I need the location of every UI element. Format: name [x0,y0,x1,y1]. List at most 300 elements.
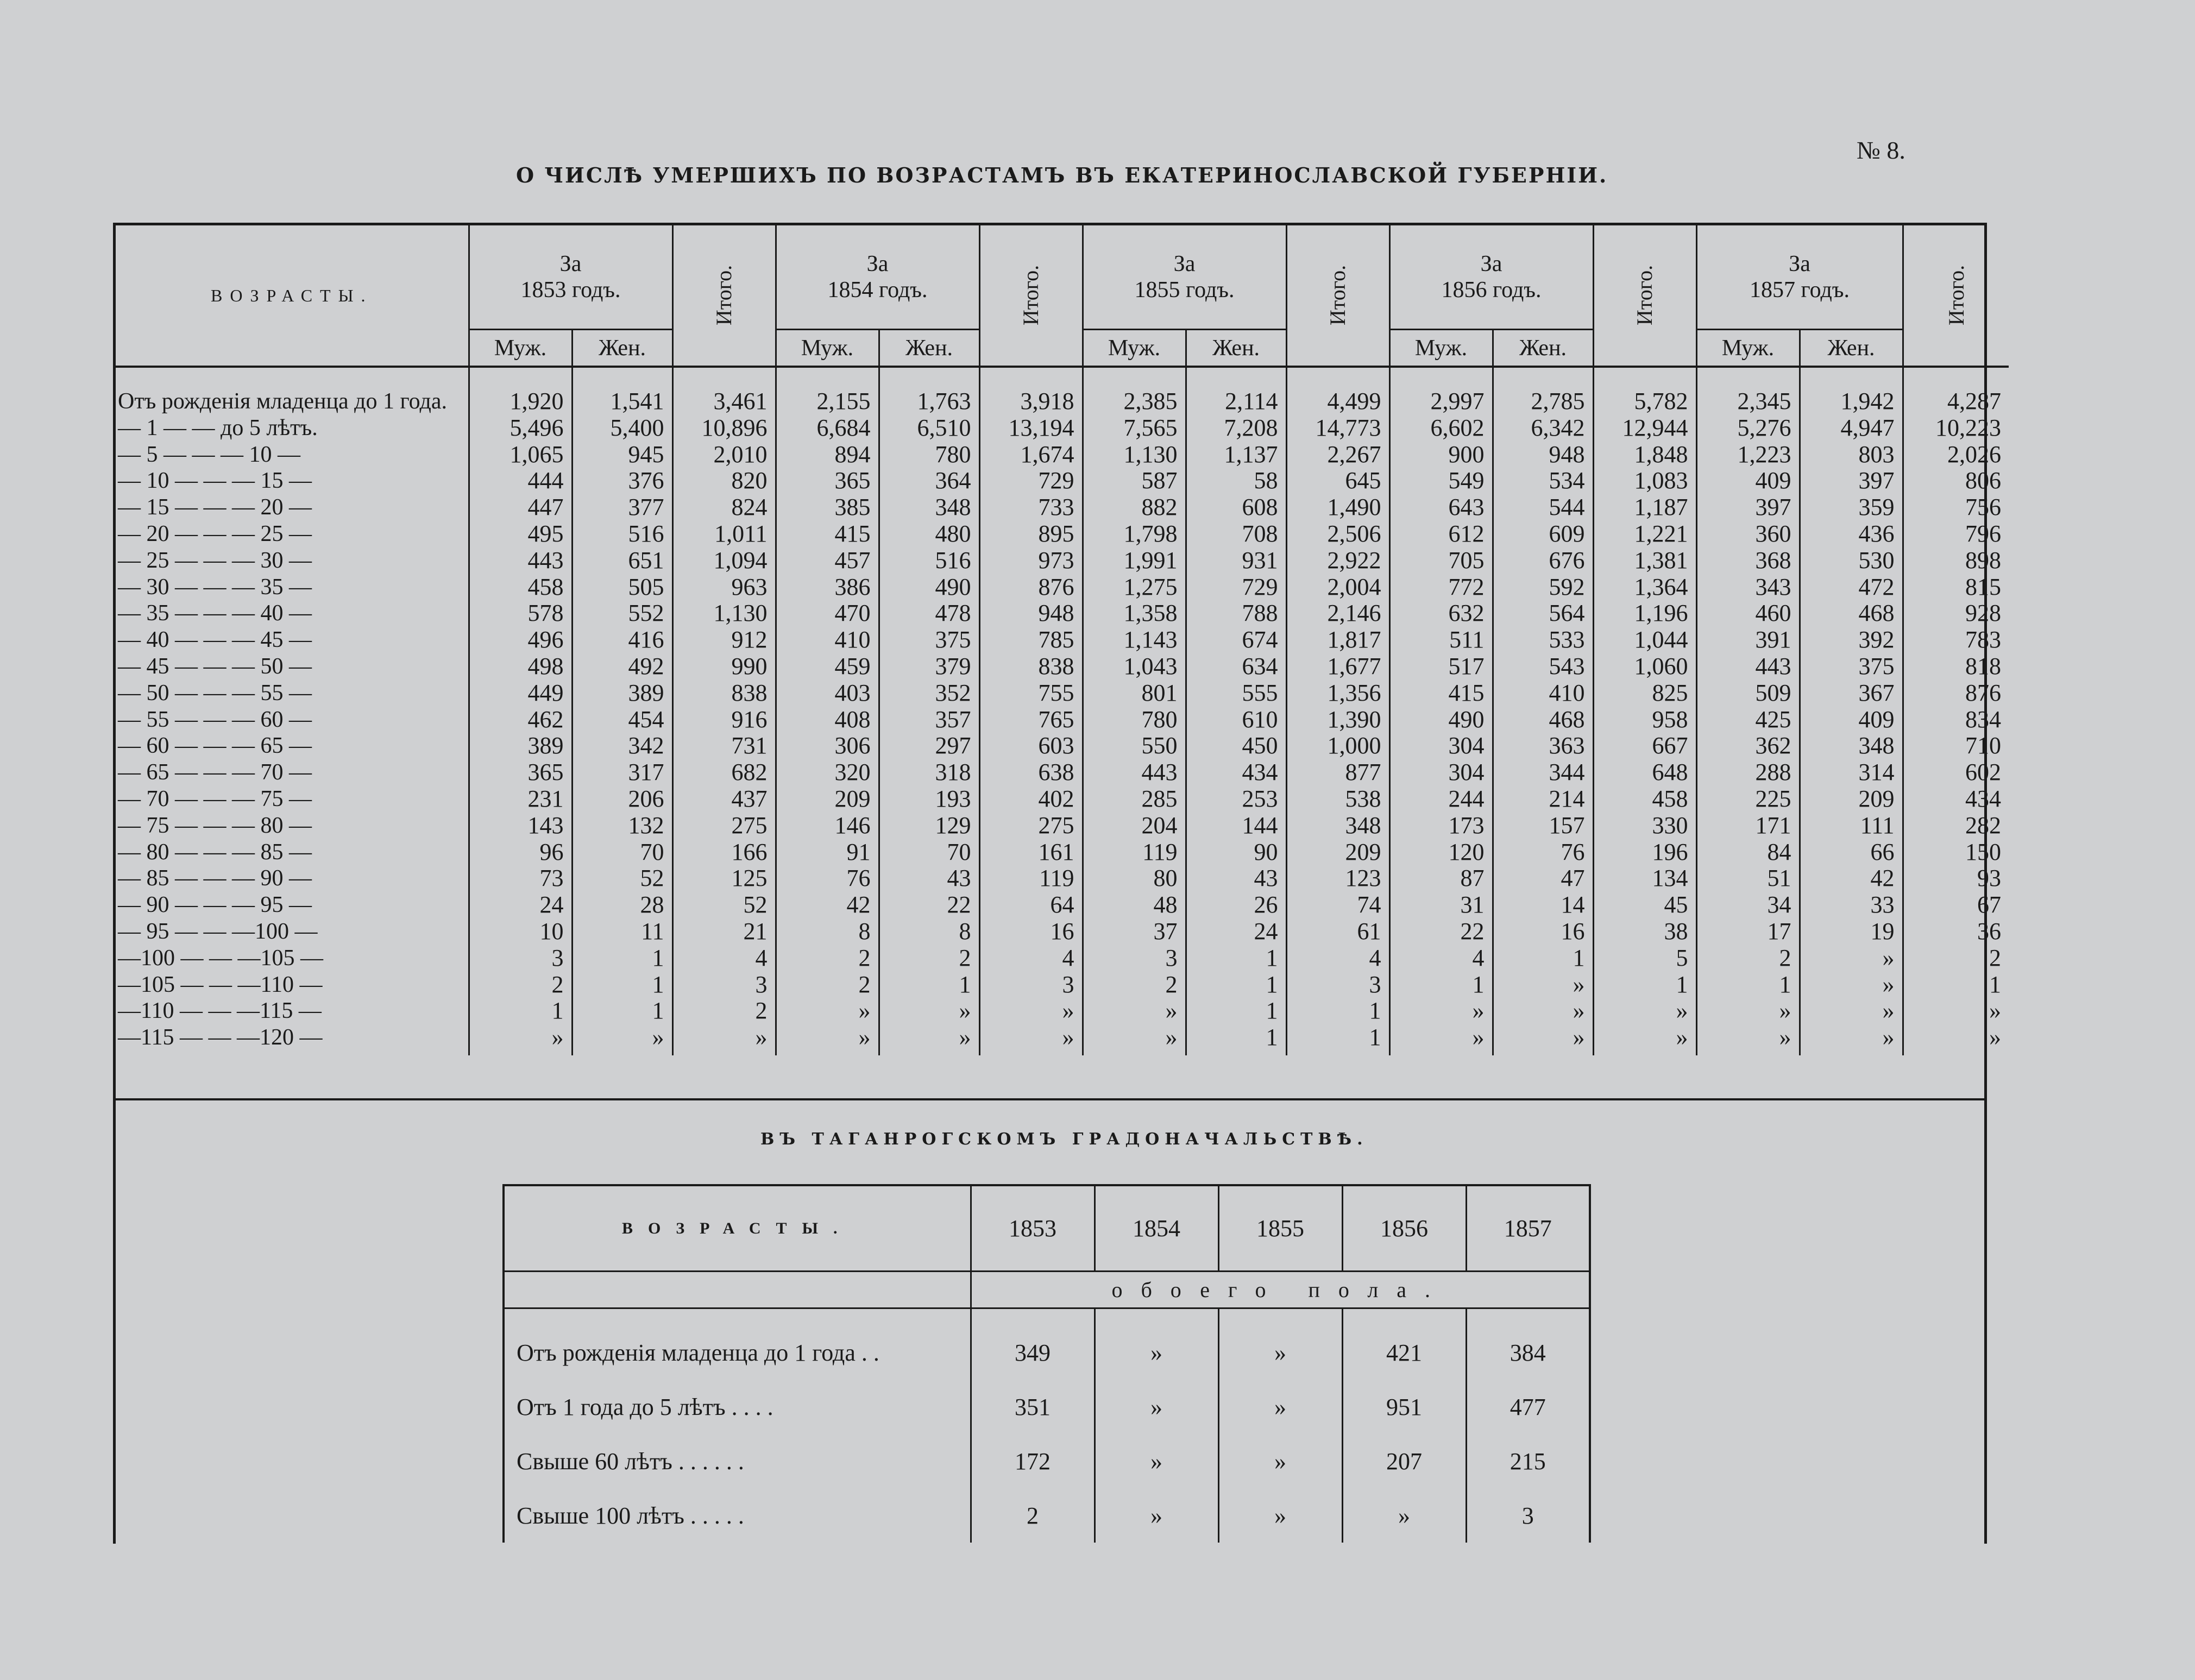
year-value-cell: 2 [971,1488,1095,1543]
female-value-cell: 6,510 [879,415,979,442]
female-value-cell: 543 [1493,653,1593,680]
total-value-cell: 74 [1286,892,1389,918]
total-value-cell: 825 [1593,680,1696,707]
total-value-cell: 645 [1286,468,1389,494]
female-value-cell: 348 [879,494,979,521]
female-value-cell: 2,114 [1186,367,1286,415]
table-row [504,1488,1590,1543]
male-value-cell: 509 [1696,680,1800,707]
taganrog-table-body [504,1272,1590,1543]
mortality-table [116,225,2009,1055]
table-row [116,918,2009,945]
total-value-cell: 765 [979,707,1083,733]
table-row [116,521,2009,548]
female-value-cell: 1 [1493,945,1593,972]
table-row [116,733,2009,759]
male-value-cell: 1,798 [1083,521,1186,548]
male-value-cell: 462 [469,707,572,733]
total-header [979,225,1083,367]
year-value-cell: 207 [1342,1434,1466,1488]
male-value-cell: 587 [1083,468,1186,494]
female-value-cell: » [879,1024,979,1055]
female-value-cell: 480 [879,521,979,548]
male-value-cell: 391 [1696,627,1800,653]
male-value-cell: 498 [469,653,572,680]
male-value-cell: 517 [1389,653,1493,680]
male-value-cell: 900 [1389,442,1493,468]
male-value-cell: 204 [1083,813,1186,839]
male-value-cell: 447 [469,494,572,521]
female-value-cell: 803 [1800,442,1903,468]
male-value-cell: 1,143 [1083,627,1186,653]
year-header-1856: За 1856 годъ. [1389,225,1593,330]
total-value-cell: 1 [1286,1024,1389,1055]
total-value-cell: 4,499 [1286,367,1389,415]
year-value-cell: » [1095,1308,1218,1380]
female-value-cell: 90 [1186,839,1286,866]
blank-cell [504,1272,971,1308]
male-value-cell: 143 [469,813,572,839]
total-value-cell: 4 [979,945,1083,972]
female-value-cell: 357 [879,707,979,733]
year-value-cell: 384 [1466,1308,1590,1380]
male-value-cell: 780 [1083,707,1186,733]
female-value-cell: 14 [1493,892,1593,918]
female-value-cell: 375 [879,627,979,653]
female-value-cell: 2,785 [1493,367,1593,415]
year-value-cell: 349 [971,1308,1095,1380]
total-value-cell: 756 [1903,494,2009,521]
male-value-cell: 425 [1696,707,1800,733]
total-value-cell: » [1593,998,1696,1024]
age-group-cell: — 65 — — — 70 — [118,760,312,785]
female-value-cell: 144 [1186,813,1286,839]
age-group-cell: —100 — — —105 — [118,945,323,971]
female-value-cell: » [1800,1024,1903,1055]
female-value-cell: 1,942 [1800,367,1903,415]
female-value-cell: 516 [879,548,979,574]
age-group-cell: — 70 — — — 75 — [118,786,312,811]
female-value-cell: 52 [572,865,672,892]
total-value-cell: 5,782 [1593,367,1696,415]
female-value-cell: 708 [1186,521,1286,548]
male-value-cell: 1,991 [1083,548,1186,574]
year-value-cell: 351 [971,1380,1095,1434]
female-value-cell: 2 [879,945,979,972]
year-value-cell: 215 [1466,1434,1590,1488]
male-value-cell: 2,385 [1083,367,1186,415]
male-value-cell: 1,130 [1083,442,1186,468]
female-value-cell: 344 [1493,759,1593,786]
male-value-cell: 511 [1389,627,1493,653]
male-value-cell: 42 [776,892,879,918]
year-value-cell: 3 [1466,1488,1590,1543]
male-value-cell: 22 [1389,918,1493,945]
table-row [116,442,2009,468]
total-value-cell: 14,773 [1286,415,1389,442]
male-value-cell: 231 [469,786,572,813]
male-value-cell: 73 [469,865,572,892]
year-value-cell: 477 [1466,1380,1590,1434]
female-value-cell: 948 [1493,442,1593,468]
female-value-cell: 66 [1800,839,1903,866]
female-value-cell: » [1800,945,1903,972]
female-value-cell: 157 [1493,813,1593,839]
female-value-cell: 377 [572,494,672,521]
female-header: Жен. [1186,330,1286,367]
female-value-cell: 436 [1800,521,1903,548]
female-value-cell: 608 [1186,494,1286,521]
female-value-cell: » [1493,972,1593,998]
male-value-cell: 2 [1696,945,1800,972]
male-value-cell: 10 [469,918,572,945]
table-row [116,680,2009,707]
female-value-cell: 16 [1493,918,1593,945]
male-value-cell: 119 [1083,839,1186,866]
total-value-cell: 710 [1903,733,2009,759]
male-value-cell: 443 [1083,759,1186,786]
female-value-cell: 609 [1493,521,1593,548]
total-value-cell: 603 [979,733,1083,759]
female-value-cell: 1 [572,945,672,972]
total-value-cell: 667 [1593,733,1696,759]
male-value-cell: » [776,998,879,1024]
male-value-cell: 5,276 [1696,415,1800,442]
female-value-cell: 43 [879,865,979,892]
female-value-cell: 490 [879,574,979,601]
total-value-cell: 434 [1903,786,2009,813]
female-value-cell: 1 [879,972,979,998]
total-value-cell: 21 [672,918,776,945]
male-value-cell: 410 [776,627,879,653]
table-row [116,707,2009,733]
male-value-cell: 612 [1389,521,1493,548]
table-row [116,627,2009,653]
total-value-cell: 1,044 [1593,627,1696,653]
male-value-cell: 306 [776,733,879,759]
female-value-cell: 450 [1186,733,1286,759]
total-value-cell: 912 [672,627,776,653]
male-value-cell: 304 [1389,759,1493,786]
total-value-cell: 638 [979,759,1083,786]
female-value-cell: 42 [1800,865,1903,892]
total-value-cell: 3 [979,972,1083,998]
male-value-cell: 550 [1083,733,1186,759]
female-value-cell: 780 [879,442,979,468]
female-value-cell: 392 [1800,627,1903,653]
total-value-cell: 13,194 [979,415,1083,442]
female-value-cell: 410 [1493,680,1593,707]
male-value-cell: » [1083,1024,1186,1055]
age-group-cell: Отъ рожденія младенца до 1 года. [118,389,447,414]
taganrog-year-1855: 1855 [1218,1185,1342,1272]
male-value-cell: 48 [1083,892,1186,918]
male-value-cell: 171 [1696,813,1800,839]
male-value-cell: 4 [1389,945,1493,972]
male-value-cell: 34 [1696,892,1800,918]
female-value-cell: 1 [1186,972,1286,998]
total-value-cell: 2,506 [1286,521,1389,548]
year-value-cell: 421 [1342,1308,1466,1380]
total-value-cell: 783 [1903,627,2009,653]
female-value-cell: 4,947 [1800,415,1903,442]
table-row [504,1380,1590,1434]
female-value-cell: » [1493,998,1593,1024]
total-value-cell: 876 [1903,680,2009,707]
age-group-cell: Свыше 100 лѣтъ . . . . . [517,1502,744,1529]
mortality-table-body [116,367,2009,1055]
total-value-cell: 729 [979,468,1083,494]
male-value-cell: 495 [469,521,572,548]
total-value-cell: 119 [979,865,1083,892]
total-value-cell: 67 [1903,892,2009,918]
female-value-cell: 533 [1493,627,1593,653]
male-value-cell: 1,358 [1083,600,1186,627]
total-value-cell: 36 [1903,918,2009,945]
male-value-cell: 17 [1696,918,1800,945]
male-value-cell: 801 [1083,680,1186,707]
age-group-cell: — 20 — — — 25 — [118,521,312,546]
taganrog-title: ВЪ ТАГАНРОГСКОМЪ ГРАДОНАЧАЛЬСТВѢ. [760,1130,1368,1149]
female-value-cell: 206 [572,786,672,813]
total-value-cell: 1,677 [1286,653,1389,680]
female-value-cell: 43 [1186,865,1286,892]
female-value-cell: 11 [572,918,672,945]
total-value-cell: 916 [672,707,776,733]
total-value-cell: 963 [672,574,776,601]
female-value-cell: 375 [1800,653,1903,680]
age-group-cell: Отъ 1 года до 5 лѣтъ . . . . [517,1393,773,1420]
both-sexes-label: обоего пола. [971,1272,1590,1308]
female-value-cell: 454 [572,707,672,733]
total-value-cell: 602 [1903,759,2009,786]
male-value-cell: 397 [1696,494,1800,521]
male-value-cell: 578 [469,600,572,627]
table-row [116,865,2009,892]
age-group-cell: — 55 — — — 60 — [118,707,312,732]
male-value-cell: » [1083,998,1186,1024]
female-value-cell: 76 [1493,839,1593,866]
female-value-cell: » [1493,1024,1593,1055]
female-value-cell: 674 [1186,627,1286,653]
total-value-cell: » [1903,1024,2009,1055]
male-value-cell: 3 [1083,945,1186,972]
total-value-cell: 166 [672,839,776,866]
female-value-cell: 676 [1493,548,1593,574]
total-value-cell: 10,896 [672,415,776,442]
female-value-cell: 24 [1186,918,1286,945]
year-value-cell: » [1218,1488,1342,1543]
total-value-cell: 785 [979,627,1083,653]
total-value-cell: 12,944 [1593,415,1696,442]
male-value-cell: 409 [1696,468,1800,494]
total-value-cell: » [672,1024,776,1055]
male-value-cell: 1,275 [1083,574,1186,601]
total-value-cell: 898 [1903,548,2009,574]
total-value-cell: 1,364 [1593,574,1696,601]
male-value-cell: 490 [1389,707,1493,733]
total-value-cell: » [979,1024,1083,1055]
female-value-cell: 70 [879,839,979,866]
female-value-cell: 468 [1493,707,1593,733]
total-value-cell: 16 [979,918,1083,945]
table-row [116,548,2009,574]
male-value-cell: 360 [1696,521,1800,548]
age-group-cell: — 50 — — — 55 — [118,680,312,706]
total-value-cell: 1,356 [1286,680,1389,707]
table-row [116,945,2009,972]
female-value-cell: 516 [572,521,672,548]
total-value-cell: 1,848 [1593,442,1696,468]
total-value-cell: 330 [1593,813,1696,839]
total-value-cell: 796 [1903,521,2009,548]
male-value-cell: 320 [776,759,879,786]
age-group-cell: — 1 — — до 5 лѣтъ. [118,415,318,441]
male-header: Муж. [1389,330,1493,367]
male-value-cell: 173 [1389,813,1493,839]
male-value-cell: 365 [469,759,572,786]
total-value-cell: 876 [979,574,1083,601]
table-row [504,1308,1590,1380]
total-value-cell: 1,817 [1286,627,1389,653]
female-value-cell: 530 [1800,548,1903,574]
table-row [504,1434,1590,1488]
total-value-cell: 2,004 [1286,574,1389,601]
taganrog-year-1857: 1857 [1466,1185,1590,1272]
total-value-cell: 648 [1593,759,1696,786]
total-value-cell: 990 [672,653,776,680]
female-value-cell: 931 [1186,548,1286,574]
female-value-cell: 348 [1800,733,1903,759]
year-header-1857: За 1857 годъ. [1696,225,1903,330]
age-group-cell: — 15 — — — 20 — [118,495,312,520]
female-value-cell: 478 [879,600,979,627]
female-value-cell: 1,137 [1186,442,1286,468]
male-value-cell: 385 [776,494,879,521]
female-value-cell: 1 [1186,998,1286,1024]
male-value-cell: 209 [776,786,879,813]
total-value-cell: 134 [1593,865,1696,892]
total-value-cell: 1,490 [1286,494,1389,521]
table-row [116,367,2009,415]
male-value-cell: 91 [776,839,879,866]
male-header: Муж. [469,330,572,367]
female-value-cell: 552 [572,600,672,627]
total-value-cell: » [1593,1024,1696,1055]
male-header: Муж. [1696,330,1800,367]
total-value-cell: 824 [672,494,776,521]
male-value-cell: 2,345 [1696,367,1800,415]
male-value-cell: 288 [1696,759,1800,786]
total-value-cell: 838 [979,653,1083,680]
female-value-cell: 342 [572,733,672,759]
total-value-cell: 61 [1286,918,1389,945]
male-value-cell: 386 [776,574,879,601]
female-value-cell: 1,541 [572,367,672,415]
male-value-cell: 1,043 [1083,653,1186,680]
age-group-cell: — 35 — — — 40 — [118,601,312,626]
total-value-cell: 1,060 [1593,653,1696,680]
taganrog-table [502,1184,1591,1543]
male-value-cell: 96 [469,839,572,866]
male-value-cell: 6,684 [776,415,879,442]
female-value-cell: 1 [572,972,672,998]
age-group-cell: — 30 — — — 35 — [118,574,312,600]
male-value-cell: 549 [1389,468,1493,494]
age-group-cell: — 60 — — — 65 — [118,733,312,759]
total-value-cell: 5 [1593,945,1696,972]
total-value-cell: 2,026 [1903,442,2009,468]
male-value-cell: 120 [1389,839,1493,866]
male-value-cell: 5,496 [469,415,572,442]
male-value-cell: 643 [1389,494,1493,521]
taganrog-ages-header: ВОЗРАСТЫ. [622,1219,853,1237]
total-value-cell: 838 [672,680,776,707]
total-value-cell: 125 [672,865,776,892]
year-value-cell: » [1218,1434,1342,1488]
male-value-cell: 1,920 [469,367,572,415]
total-value-cell: 1,221 [1593,521,1696,548]
year-value-cell: » [1095,1380,1218,1434]
male-value-cell: » [469,1024,572,1055]
female-value-cell: 409 [1800,707,1903,733]
table-row [116,759,2009,786]
male-value-cell: 443 [469,548,572,574]
total-value-cell: 4,287 [1903,367,2009,415]
year-header-1854: За 1854 годъ. [776,225,979,330]
age-group-cell: —105 — — —110 — [118,972,323,997]
female-value-cell: 1 [572,998,672,1024]
male-value-cell: 1,223 [1696,442,1800,468]
female-value-cell: 26 [1186,892,1286,918]
male-value-cell: » [1389,1024,1493,1055]
female-value-cell: 28 [572,892,672,918]
total-value-cell: 123 [1286,865,1389,892]
female-value-cell: 58 [1186,468,1286,494]
age-group-cell: — 45 — — — 50 — [118,653,312,679]
total-value-cell: 1,187 [1593,494,1696,521]
female-value-cell: 253 [1186,786,1286,813]
total-value-cell: 731 [672,733,776,759]
year-header-1855: За 1855 годъ. [1083,225,1286,330]
male-value-cell: 2,997 [1389,367,1493,415]
total-value-cell: 64 [979,892,1083,918]
total-value-cell: 2,146 [1286,600,1389,627]
total-value-cell: 973 [979,548,1083,574]
male-value-cell: 24 [469,892,572,918]
total-label: Итого. [1325,265,1350,326]
table-row [116,998,2009,1024]
total-value-cell: 2,922 [1286,548,1389,574]
female-value-cell: 8 [879,918,979,945]
year-value-cell: » [1095,1434,1218,1488]
female-value-cell: 592 [1493,574,1593,601]
total-value-cell: 38 [1593,918,1696,945]
total-value-cell: 3 [672,972,776,998]
female-value-cell: 945 [572,442,672,468]
female-value-cell: 729 [1186,574,1286,601]
total-value-cell: 2 [1903,945,2009,972]
year-value-cell: 172 [971,1434,1095,1488]
total-label: Итого. [1632,265,1657,326]
age-group-cell: Отъ рожденія младенца до 1 года . . [517,1339,879,1366]
male-value-cell: 772 [1389,574,1493,601]
male-value-cell: 244 [1389,786,1493,813]
ages-header: ВОЗРАСТЫ. [116,225,469,367]
male-value-cell: 632 [1389,600,1493,627]
total-value-cell: 1 [1593,972,1696,998]
total-value-cell: 52 [672,892,776,918]
